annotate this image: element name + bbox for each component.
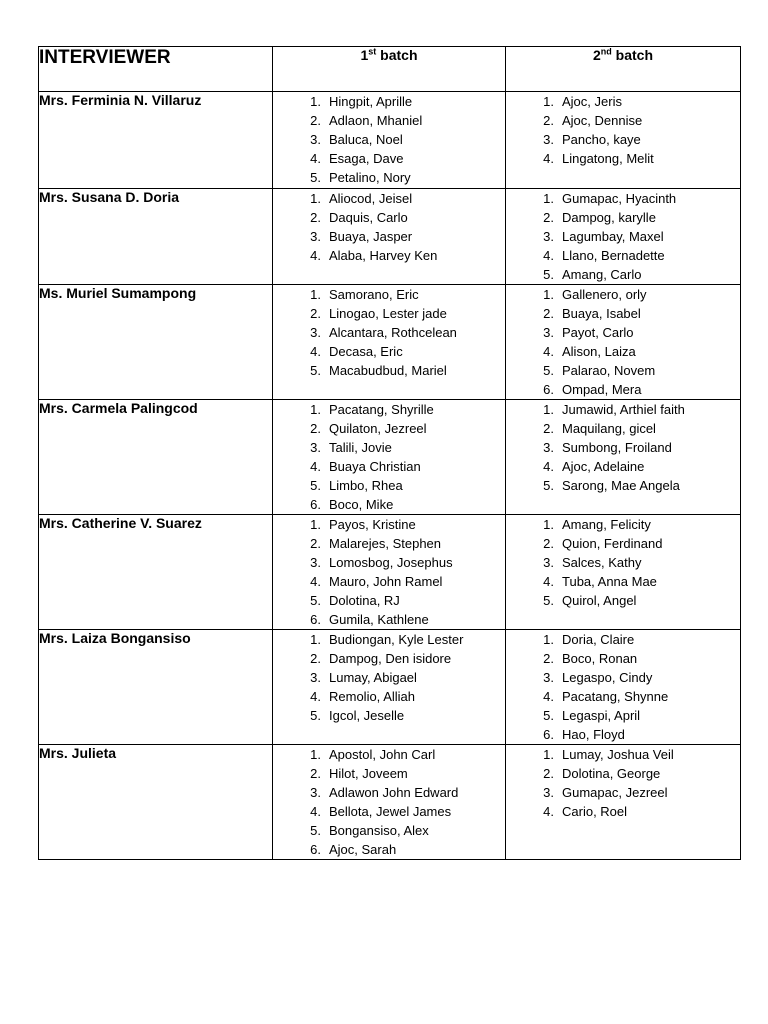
list-item <box>299 168 505 187</box>
list-item-number: 2. <box>310 651 321 666</box>
list-item-number: 2. <box>310 766 321 781</box>
student-name: Alaba, Harvey Ken <box>329 248 438 263</box>
list-item <box>532 745 740 764</box>
list-item-number: 2. <box>310 306 321 321</box>
student-name: Legaspi, April <box>562 708 641 723</box>
student-name: Legaspo, Cindy <box>562 670 653 685</box>
list-item-number: 4. <box>310 459 321 474</box>
student-name: Sumbong, Froiland <box>562 440 672 455</box>
list-item <box>299 668 505 687</box>
list-item <box>299 400 505 419</box>
list-item-number: 2. <box>543 210 554 225</box>
list-item-number: 3. <box>310 555 321 570</box>
list-item <box>299 208 505 227</box>
list-item <box>532 111 740 130</box>
list-item <box>532 553 740 572</box>
list-item-number: 6. <box>310 842 321 857</box>
list-item-number: 3. <box>310 785 321 800</box>
list-item <box>532 515 740 534</box>
table-row <box>39 515 741 630</box>
list-item <box>532 265 740 284</box>
batch1-name-list <box>273 92 505 187</box>
list-item-number: 5. <box>310 363 321 378</box>
batch2-cell <box>506 189 741 285</box>
list-item <box>299 342 505 361</box>
list-item <box>299 821 505 840</box>
student-name: Boco, Ronan <box>562 651 638 666</box>
list-item-number: 3. <box>310 325 321 340</box>
list-item-number: 4. <box>543 574 554 589</box>
list-item-number: 1. <box>543 94 554 109</box>
student-name: Baluca, Noel <box>329 132 403 147</box>
student-name: Pacatang, Shynne <box>562 689 669 704</box>
list-item-number: 4. <box>543 248 554 263</box>
list-item <box>532 438 740 457</box>
list-item <box>532 380 740 399</box>
student-name: Petalino, Nory <box>329 170 411 185</box>
student-name: Malarejes, Stephen <box>329 536 442 551</box>
student-name: Payos, Kristine <box>329 517 416 532</box>
table-row <box>39 189 741 285</box>
list-item-number: 5. <box>543 593 554 608</box>
list-item <box>532 630 740 649</box>
batch2-cell <box>506 515 741 630</box>
batch1-suffix: st <box>368 46 377 57</box>
list-item-number: 5. <box>543 267 554 282</box>
list-item <box>532 208 740 227</box>
student-name: Quion, Ferdinand <box>562 536 663 551</box>
student-name: Sarong, Mae Angela <box>562 478 680 493</box>
list-item-number: 5. <box>543 478 554 493</box>
student-name: Payot, Carlo <box>562 325 634 340</box>
list-item-number: 3. <box>310 132 321 147</box>
batch1-cell <box>273 515 506 630</box>
list-item-number: 6. <box>310 497 321 512</box>
list-item <box>299 515 505 534</box>
interviewer-name: Mrs. Laiza Bongansiso <box>39 630 273 745</box>
list-item <box>532 400 740 419</box>
student-name: Apostol, John Carl <box>329 747 436 762</box>
list-item-number: 2. <box>310 113 321 128</box>
list-item <box>299 572 505 591</box>
list-item <box>532 149 740 168</box>
batch1-word: batch <box>380 47 418 63</box>
list-item <box>532 457 740 476</box>
student-name: Igcol, Jeselle <box>329 708 405 723</box>
student-name: Tuba, Anna Mae <box>562 574 657 589</box>
list-item <box>299 111 505 130</box>
interviewer-column-header <box>39 47 273 92</box>
student-name: Gumapac, Hyacinth <box>562 191 677 206</box>
list-item-number: 3. <box>543 555 554 570</box>
list-item-number: 4. <box>543 689 554 704</box>
header-row <box>39 47 741 92</box>
batch2-word: batch <box>615 47 654 63</box>
list-item-number: 2. <box>310 421 321 436</box>
list-item-number: 3. <box>543 325 554 340</box>
batch2-name-list <box>506 189 740 284</box>
student-name: Hingpit, Aprille <box>329 94 413 109</box>
list-item-number: 5. <box>310 478 321 493</box>
list-item-number: 2. <box>543 421 554 436</box>
list-item-number: 1. <box>543 191 554 206</box>
batch1-column-header <box>273 47 506 92</box>
student-name: Buaya Christian <box>329 459 421 474</box>
batch2-name-list <box>506 745 740 821</box>
list-item <box>532 285 740 304</box>
list-item-number: 4. <box>310 248 321 263</box>
batch1-number: 1 <box>360 47 369 63</box>
student-name: Macabudbud, Mariel <box>329 363 447 378</box>
student-name: Ompad, Mera <box>562 382 642 397</box>
list-item <box>299 438 505 457</box>
batch2-name-list <box>506 515 740 610</box>
batch2-name-list <box>506 285 740 399</box>
list-item <box>299 457 505 476</box>
student-name: Dampog, karylle <box>562 210 656 225</box>
list-item-number: 4. <box>310 574 321 589</box>
list-item <box>299 591 505 610</box>
student-name: Decasa, Eric <box>329 344 403 359</box>
list-item-number: 4. <box>310 151 321 166</box>
list-item <box>299 610 505 629</box>
batch1-cell <box>273 92 506 189</box>
batch2-cell <box>506 745 741 860</box>
batch1-name-list <box>273 745 505 859</box>
list-item <box>299 783 505 802</box>
student-name: Adlaon, Mhaniel <box>329 113 423 128</box>
student-name: Doria, Claire <box>562 632 635 647</box>
list-item <box>532 130 740 149</box>
batch1-cell <box>273 630 506 745</box>
student-name: Buaya, Jasper <box>329 229 413 244</box>
student-name: Budiongan, Kyle Lester <box>329 632 464 647</box>
student-name: Mauro, John Ramel <box>329 574 443 589</box>
list-item-number: 3. <box>543 229 554 244</box>
student-name: Dolotina, RJ <box>329 593 400 608</box>
batch2-cell <box>506 630 741 745</box>
list-item <box>299 323 505 342</box>
student-name: Hilot, Joveem <box>329 766 408 781</box>
student-name: Amang, Felicity <box>562 517 651 532</box>
list-item-number: 3. <box>310 229 321 244</box>
list-item-number: 1. <box>310 632 321 647</box>
list-item-number: 6. <box>310 612 321 627</box>
list-item <box>299 687 505 706</box>
list-item <box>299 630 505 649</box>
list-item <box>299 495 505 514</box>
batch2-name-list <box>506 92 740 168</box>
list-item-number: 3. <box>543 440 554 455</box>
list-item-number: 1. <box>310 287 321 302</box>
list-item-number: 1. <box>543 632 554 647</box>
student-name: Bellota, Jewel James <box>329 804 452 819</box>
list-item-number: 1. <box>310 747 321 762</box>
list-item-number: 6. <box>543 382 554 397</box>
list-item-number: 1. <box>310 517 321 532</box>
list-item-number: 3. <box>310 440 321 455</box>
interviewer-name: Mrs. Susana D. Doria <box>39 189 273 285</box>
list-item-number: 5. <box>543 708 554 723</box>
list-item <box>299 802 505 821</box>
student-name: Gumila, Kathlene <box>329 612 429 627</box>
interview-schedule-table <box>38 46 741 860</box>
list-item-number: 5. <box>310 593 321 608</box>
list-item-number: 2. <box>543 113 554 128</box>
batch1-name-list <box>273 285 505 380</box>
list-item <box>299 246 505 265</box>
list-item-number: 4. <box>543 344 554 359</box>
batch2-name-list <box>506 630 740 744</box>
list-item <box>532 304 740 323</box>
list-item-number: 2. <box>543 306 554 321</box>
list-item <box>299 189 505 208</box>
interviewer-name: Mrs. Catherine V. Suarez <box>39 515 273 630</box>
batch1-cell <box>273 400 506 515</box>
table-row <box>39 92 741 189</box>
list-item <box>299 227 505 246</box>
student-name: Quilaton, Jezreel <box>329 421 427 436</box>
list-item-number: 4. <box>310 804 321 819</box>
table-row <box>39 400 741 515</box>
student-name: Pancho, kaye <box>562 132 641 147</box>
student-name: Limbo, Rhea <box>329 478 403 493</box>
list-item <box>299 745 505 764</box>
list-item-number: 1. <box>310 94 321 109</box>
list-item <box>299 706 505 725</box>
list-item-number: 6. <box>543 727 554 742</box>
student-name: Adlawon John Edward <box>329 785 459 800</box>
list-item <box>532 706 740 725</box>
student-name: Salces, Kathy <box>562 555 642 570</box>
batch1-name-list <box>273 515 505 629</box>
list-item <box>299 840 505 859</box>
student-name: Alcantara, Rothcelean <box>329 325 457 340</box>
list-item <box>532 246 740 265</box>
list-item-number: 1. <box>543 747 554 762</box>
student-name: Samorano, Eric <box>329 287 419 302</box>
student-name: Ajoc, Adelaine <box>562 459 645 474</box>
student-name: Amang, Carlo <box>562 267 642 282</box>
student-name: Ajoc, Dennise <box>562 113 643 128</box>
student-name: Esaga, Dave <box>329 151 404 166</box>
student-name: Aliocod, Jeisel <box>329 191 413 206</box>
student-name: Lomosbog, Josephus <box>329 555 453 570</box>
list-item <box>299 553 505 572</box>
list-item-number: 1. <box>543 287 554 302</box>
student-name: Ajoc, Jeris <box>562 94 622 109</box>
batch2-cell <box>506 92 741 189</box>
student-name: Buaya, Isabel <box>562 306 641 321</box>
list-item-number: 5. <box>310 170 321 185</box>
table-row <box>39 630 741 745</box>
list-item <box>532 764 740 783</box>
list-item <box>532 419 740 438</box>
list-item <box>532 227 740 246</box>
list-item <box>299 419 505 438</box>
list-item <box>299 534 505 553</box>
list-item-number: 2. <box>543 651 554 666</box>
list-item <box>299 149 505 168</box>
list-item <box>532 342 740 361</box>
student-name: Daquis, Carlo <box>329 210 408 225</box>
list-item <box>532 668 740 687</box>
list-item-number: 5. <box>310 823 321 838</box>
student-name: Quirol, Angel <box>562 593 637 608</box>
interviewer-name: Mrs. Ferminia N. Villaruz <box>39 92 273 189</box>
list-item <box>299 649 505 668</box>
student-name: Ajoc, Sarah <box>329 842 397 857</box>
student-name: Gumapac, Jezreel <box>562 785 668 800</box>
student-name: Linogao, Lester jade <box>329 306 447 321</box>
interviewer-name: Mrs. Carmela Palingcod <box>39 400 273 515</box>
list-item <box>299 304 505 323</box>
batch1-name-list <box>273 400 505 514</box>
list-item-number: 2. <box>310 210 321 225</box>
student-name: Boco, Mike <box>329 497 394 512</box>
list-item <box>299 764 505 783</box>
student-name: Remolio, Alliah <box>329 689 415 704</box>
student-name: Cario, Roel <box>562 804 628 819</box>
student-name: Lagumbay, Maxel <box>562 229 664 244</box>
list-item-number: 1. <box>310 402 321 417</box>
table-body <box>39 92 741 860</box>
table-row <box>39 285 741 400</box>
student-name: Gallenero, orly <box>562 287 647 302</box>
batch2-cell <box>506 285 741 400</box>
batch1-cell <box>273 745 506 860</box>
batch1-name-list <box>273 189 505 265</box>
list-item-number: 5. <box>310 708 321 723</box>
list-item <box>532 323 740 342</box>
batch1-cell <box>273 285 506 400</box>
list-item <box>532 725 740 744</box>
student-name: Dolotina, George <box>562 766 661 781</box>
list-item <box>532 572 740 591</box>
list-item <box>299 285 505 304</box>
student-name: Palarao, Novem <box>562 363 656 378</box>
list-item <box>532 92 740 111</box>
student-name: Talili, Jovie <box>329 440 392 455</box>
interviewer-header-label: INTERVIEWER <box>39 47 171 68</box>
list-item-number: 2. <box>543 766 554 781</box>
list-item <box>299 361 505 380</box>
student-name: Alison, Laiza <box>562 344 636 359</box>
batch2-name-list <box>506 400 740 495</box>
list-item-number: 3. <box>543 785 554 800</box>
student-name: Lumay, Abigael <box>329 670 417 685</box>
list-item <box>532 687 740 706</box>
list-item-number: 4. <box>310 689 321 704</box>
batch2-suffix: nd <box>600 46 612 57</box>
list-item-number: 2. <box>310 536 321 551</box>
list-item-number: 3. <box>543 670 554 685</box>
student-name: Maquilang, gicel <box>562 421 656 436</box>
list-item <box>532 189 740 208</box>
student-name: Bongansiso, Alex <box>329 823 429 838</box>
list-item-number: 4. <box>543 151 554 166</box>
table-row <box>39 745 741 860</box>
student-name: Llano, Bernadette <box>562 248 665 263</box>
list-item <box>532 476 740 495</box>
batch1-cell <box>273 189 506 285</box>
list-item <box>532 649 740 668</box>
list-item-number: 1. <box>543 517 554 532</box>
list-item-number: 4. <box>543 459 554 474</box>
student-name: Hao, Floyd <box>562 727 625 742</box>
list-item <box>532 802 740 821</box>
list-item <box>299 130 505 149</box>
list-item-number: 1. <box>310 191 321 206</box>
list-item <box>299 476 505 495</box>
list-item-number: 2. <box>543 536 554 551</box>
list-item-number: 3. <box>310 670 321 685</box>
student-name: Pacatang, Shyrille <box>329 402 434 417</box>
student-name: Jumawid, Arthiel faith <box>562 402 685 417</box>
batch2-number: 2 <box>592 47 601 63</box>
interviewer-name: Ms. Muriel Sumampong <box>39 285 273 400</box>
list-item <box>532 783 740 802</box>
list-item-number: 3. <box>543 132 554 147</box>
list-item <box>532 591 740 610</box>
list-item-number: 5. <box>543 363 554 378</box>
batch1-name-list <box>273 630 505 725</box>
student-name: Dampog, Den isidore <box>329 651 452 666</box>
list-item-number: 1. <box>543 402 554 417</box>
batch2-column-header <box>506 47 741 92</box>
batch2-cell <box>506 400 741 515</box>
list-item <box>532 361 740 380</box>
interviewer-name: Mrs. Julieta <box>39 745 273 860</box>
list-item <box>299 92 505 111</box>
student-name: Lumay, Joshua Veil <box>562 747 674 762</box>
list-item-number: 4. <box>543 804 554 819</box>
student-name: Lingatong, Melit <box>562 151 654 166</box>
list-item <box>532 534 740 553</box>
list-item-number: 4. <box>310 344 321 359</box>
